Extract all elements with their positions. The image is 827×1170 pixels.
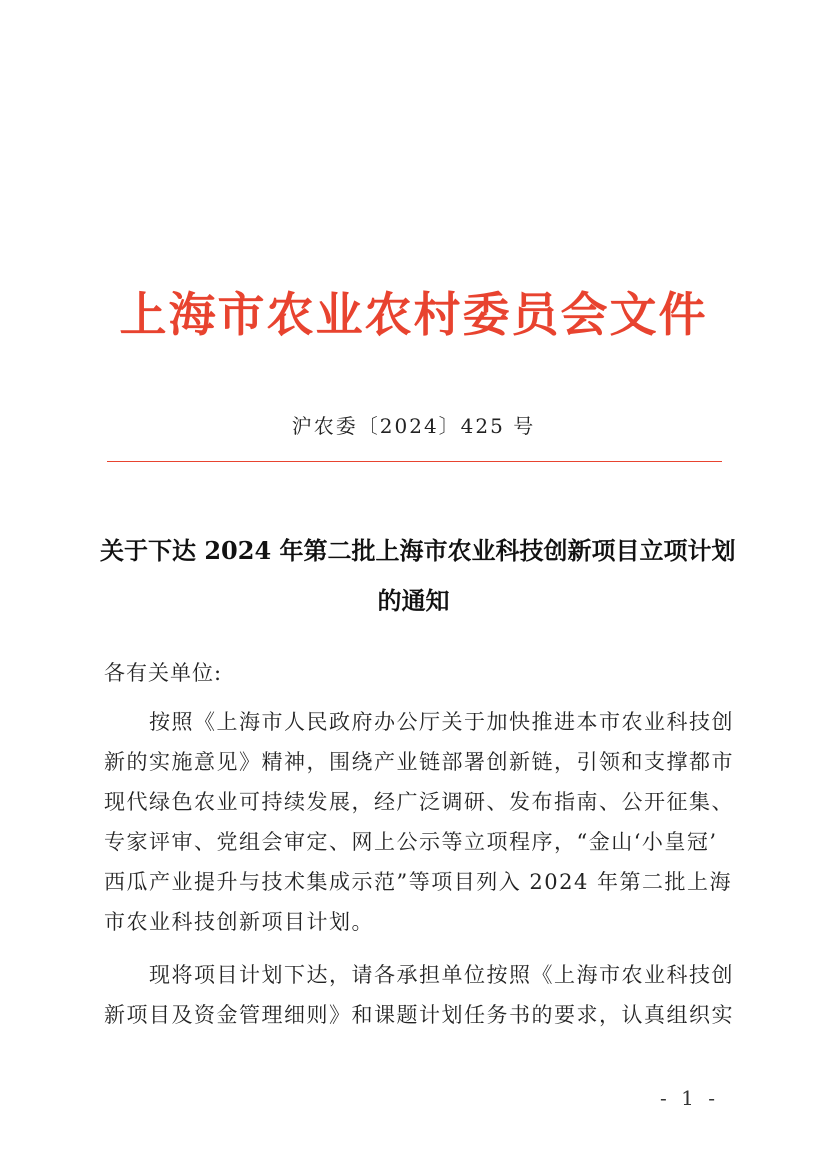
paragraph-line: 市农业科技创新项目计划。 bbox=[104, 910, 374, 934]
paragraph-line: 按照《上海市人民政府办公厅关于加快推进本市农业科技创 bbox=[104, 710, 734, 734]
notice-title-line-1: 关于下达 2024 年第二批上海市农业科技创新项目立项计划 bbox=[100, 536, 736, 565]
red-divider-line bbox=[107, 461, 722, 462]
paragraph-line: 现将项目计划下达，请各承担单位按照《上海市农业科技创 bbox=[104, 963, 734, 987]
paragraph-line: 西瓜产业提升与技术集成示范”等项目列入 2024 年第二批上海 bbox=[104, 870, 733, 894]
notice-title-line-2: 的通知 bbox=[377, 586, 450, 615]
paragraph-line: 现代绿色农业可持续发展，经广泛调研、发布指南、公开征集、 bbox=[104, 790, 734, 814]
body-paragraph-1 bbox=[104, 702, 734, 942]
paragraph-line: 新项目及资金管理细则》和课题计划任务书的要求，认真组织实 bbox=[104, 1003, 734, 1027]
salutation: 各有关单位: bbox=[104, 661, 223, 685]
paragraph-line: 专家评审、党组会审定、网上公示等立项程序，“金山‘小皇冠’ bbox=[104, 830, 718, 854]
body-paragraph-2 bbox=[104, 955, 734, 1035]
notice-title bbox=[100, 526, 736, 626]
page-number: - 1 - bbox=[660, 1086, 719, 1110]
paragraph-line: 新的实施意见》精神，围绕产业链部署创新链，引领和支撑都市 bbox=[104, 750, 734, 774]
document-number: 沪农委〔2024〕425 号 bbox=[291, 414, 536, 438]
document-masthead: 上海市农业农村委员会文件 bbox=[119, 288, 708, 343]
